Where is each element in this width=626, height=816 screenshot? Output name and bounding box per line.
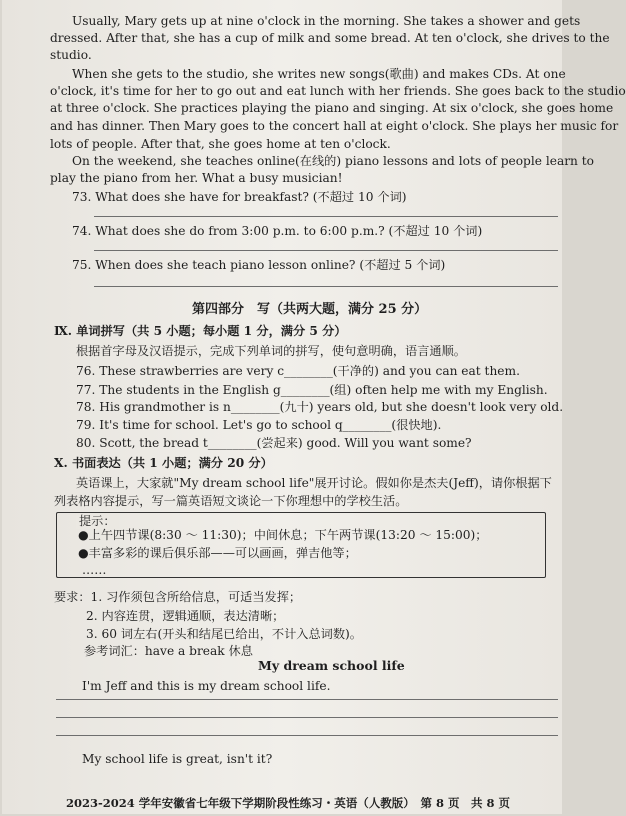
answer-line-74[interactable] [94,250,558,251]
essay-line[interactable] [56,717,558,718]
exam-page [2,0,626,814]
passage-line: and has dinner. Then Mary goes to the concert hall at eight o'clock. She plays her music for [50,119,619,133]
passage-line: On the weekend, she teaches online(在线的) piano lessons and lots of people learn to [72,154,595,168]
passage-line: play the piano from her. What a busy musician! [50,171,343,185]
reference-vocab: 参考词汇：have a break 休息 [84,644,253,658]
writing-intro: 列表格内容提示，写一篇英语短文谈论一下你理想中的学校生活。 [54,494,408,508]
question-73: 73. What does she have for breakfast? (不超过 10 个词) [72,190,407,204]
requirement: 要求：1. 习作须包含所给信息，可适当发挥； [54,590,302,604]
answer-line-75[interactable] [94,286,558,287]
question-74: 74. What does she do from 3:00 p.m. to 6:00 p.m.? (不超过 10 个词) [72,224,483,238]
hint-item: ●丰富多彩的课后俱乐部——可以画画，弹吉他等； [78,546,357,560]
hint-box [56,512,546,578]
essay-line[interactable] [56,735,558,736]
question-75: 75. When does she teach piano lesson online? (不超过 5 个词) [72,258,446,272]
section9-instruction: 根据首字母及汉语提示，完成下列单词的拼写，使句意明确，语言通顺。 [76,344,466,358]
section10-heading: Ⅹ. 书面表达（共 1 小题；满分 20 分） [54,456,273,470]
passage-line: When she gets to the studio, she writes new songs(歌曲) and makes CDs. At one [72,67,566,81]
hint-item: ●上午四节课(8:30 ～ 11:30)；中间休息；下午两节课(13:20 ～ 15:00)； [78,528,488,542]
answer-line-73[interactable] [94,216,558,217]
page-footer: 2023-2024 学年安徽省七年级下学期阶段性练习・英语（人教版） 第 8 页 共 8 页 [66,796,511,810]
passage-line: lots of people. After that, she goes home at ten o'clock. [50,137,391,151]
essay-end: My school life is great, isn't it? [82,752,273,766]
passage-line: at three o'clock. She practices playing the piano and singing. At six o'clock, she goes home [50,101,614,115]
passage-line: dressed. After that, she has a cup of milk and some bread. At ten o'clock, she drives to the [50,31,610,45]
passage-line: studio. [50,48,92,62]
spelling-item: 80. Scott, the bread t________(尝起来) good. Will you want some? [76,436,472,450]
essay-line[interactable] [56,699,558,700]
requirement: 3. 60 词左右(开头和结尾已给出，不计入总词数)。 [86,627,362,641]
essay-title: My dream school life [258,658,405,673]
spelling-item: 76. These strawberries are very c________(干净的) and you can eat them. [76,364,520,378]
hint-item: …… [82,563,107,577]
passage-line: Usually, Mary gets up at nine o'clock in the morning. She takes a shower and gets [72,14,581,28]
spelling-item: 77. The students in the English g________(组) often help me with my English. [76,383,548,397]
passage-line: o'clock, it's time for her to go out and eat lunch with her friends. She goes back to the studio [50,84,626,98]
spelling-item: 78. His grandmother is n________(九十) years old, but she doesn't look very old. [76,400,564,414]
writing-intro: 英语课上，大家就"My dream school life"展开讨论。假如你是杰夫(Jeff)，请你根据下 [76,476,552,490]
hint-label: 提示： [76,514,119,529]
spelling-item: 79. It's time for school. Let's go to school q________(很快地). [76,418,442,432]
requirement: 2. 内容连贯，逻辑通顺，表达清晰； [86,609,285,623]
section9-heading: Ⅸ. 单词拼写（共 5 小题；每小题 1 分，满分 5 分） [54,324,347,338]
essay-start: I'm Jeff and this is my dream school life. [82,679,331,693]
part4-title: 第四部分 写（共两大题，满分 25 分） [192,302,428,317]
